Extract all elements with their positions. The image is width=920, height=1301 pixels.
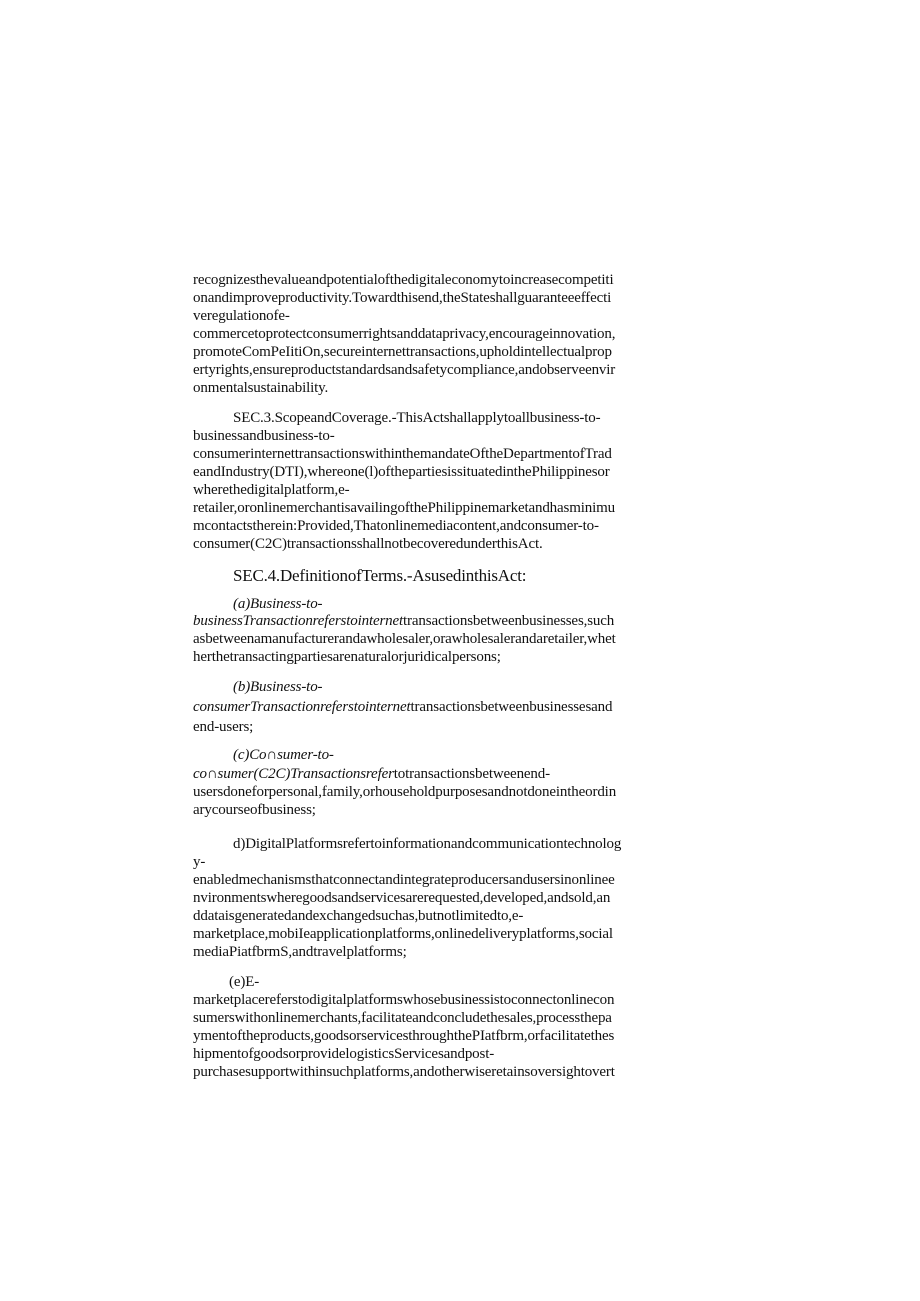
policy-line-2: onandimproveproductivity.Towardthisend,theStateshallguaranteeeffecti [193,290,612,306]
def-c-line-3: usersdoneforpersonal,family,orhouseholdpurposesandnotdoneintheordin [193,784,617,800]
def-a-line-3: asbetweenamanufacturerandawholesaler,orawholesalerandaretailer,whet [193,631,616,647]
policy-line-4: commercetoprotectconsumerrightsanddataprivacy,encourageinnovation, [193,326,616,342]
def-b-line-3: end-users; [193,719,254,735]
def-e-line-4: ymentoftheproducts,goodsorservicesthroughthePIatfbrm,orfacilitatethes [193,1028,615,1044]
def-d-line-4: nvironmentswheregoodsandservicesarerequested,developed,andsold,an [193,890,611,906]
def-d-line-1: d)DigitalPlatformsrefertoinformationandcommunicationtechnolog [233,836,622,852]
def-d-line-7: mediaPiatfbrmS,andtravelplatforms; [193,944,407,960]
def-a-line-2 [193,613,614,630]
policy-line-3: veregulationofe- [193,308,290,324]
def-b-term: consumerTransactionreferstointernet [193,699,411,715]
sec3-line-4: eandIndustry(DTI),whereone(l)ofthepartiesissituatedinthePhilippinesor [193,464,610,480]
def-d-line-6: marketplace,mobiIeapplicationplatforms,onlinedeliveryplatforms,social [193,926,613,942]
def-a-term: businessTransactionreferstointernet [193,613,404,629]
def-e-line-6: purchasesupportwithinsuchplatforms,andotherwiseretainsoversightovert [193,1064,615,1080]
def-a-text: transactionsbetweenbusinesses,such [403,613,615,629]
def-b-line-2 [193,699,612,716]
def-e-line-3: sumerswithonlinemerchants,facilitateandconcludethesales,processthepa [193,1010,612,1026]
sec3-line-3: consumerinternettransactionswithinthemandateOftheDepartmentofTrad [193,446,612,462]
policy-line-5: promoteComPeIitiOn,secureinternettransactions,upholdintellectualprop [193,344,612,360]
sec3-line-6: retailer,oronlinemerchantisavailingofthePhilippinemarketandhasminimu [193,500,615,516]
def-c-line-2 [193,766,550,783]
def-e-line-2: marketplacereferstodigitalplatformswhosebusinessistoconnectonlinecon [193,992,615,1008]
def-a-line-1: (a)Business-to- [233,596,323,612]
def-d-line-2: y- [193,854,206,870]
sec3-line-5: wherethedigitalplatform,e- [193,482,350,498]
policy-line-6: ertyrights,ensureproductstandardsandsafetycompliance,andobserveenvir [193,362,616,378]
sec3-line-1: SEC.3.ScopeandCoverage.-ThisActshallapplytoallbusiness-to- [233,410,601,426]
def-e-line-5: hipmentofgoodsorprovidelogisticsServicesandpost- [193,1046,495,1062]
def-c-line-4: arycourseofbusiness; [193,802,316,818]
def-b-line-1: (b)Business-to- [233,679,323,695]
def-c-term: co∩sumer(C2C)Transactionsrefer [193,766,394,782]
sec3-line-2: businessandbusiness-to- [193,428,335,444]
sec3-line-8: consumer(C2C)transactionsshallnotbecoveredunderthisAct. [193,536,543,552]
sec4-heading: SEC.4.DefinitionofTerms.-AsusedinthisAct: [233,566,527,585]
def-d-line-5: ddataisgeneratedandexchangedsuchas,butnotlimitedto,e- [193,908,524,924]
def-c-line-1: (c)Co∩sumer-to- [233,747,334,763]
def-e-line-1: (e)E- [229,974,260,990]
sec3-line-7: mcontactstherein:Provided,Thatonlinemediacontent,andconsumer-to- [193,518,599,534]
def-c-text: totransactionsbetweenend- [393,766,550,782]
policy-line-7: onmentalsustainability. [193,380,329,396]
policy-line-1: recognizesthevalueandpotentialofthedigitaleconomytoincreasecompetiti [193,272,614,288]
def-d-line-3: enabledmechanismsthatconnectandintegrateproducersandusersinonlinee [193,872,615,888]
def-b-text: transactionsbetweenbusinessesand [410,699,613,715]
def-a-line-4: herthetransactingpartiesarenaturalorjuridicalpersons; [193,649,501,665]
